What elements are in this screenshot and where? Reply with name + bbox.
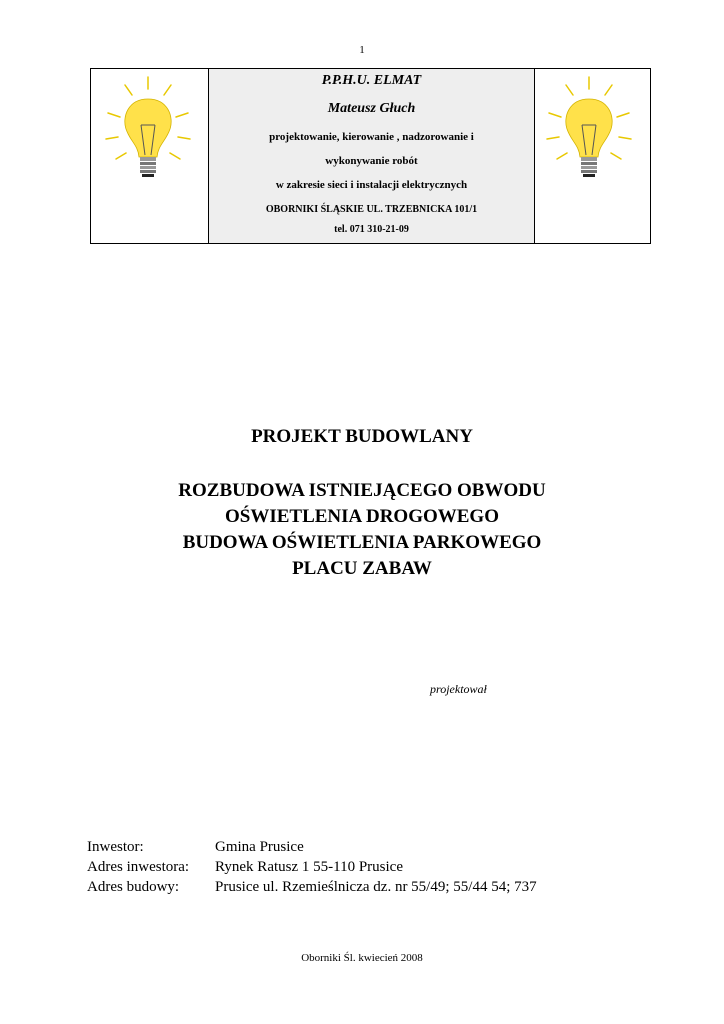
site-address-label: Adres budowy: <box>87 879 180 895</box>
investor-label: Inwestor: <box>87 839 144 855</box>
title-line: ROZBUDOWA ISTNIEJĄCEGO OBWODU <box>178 480 546 501</box>
investor-address-value: Rynek Ratusz 1 55-110 Prusice <box>215 859 403 875</box>
page-number: 1 <box>359 44 365 56</box>
investor-value: Gmina Prusice <box>215 839 304 855</box>
letterhead-text <box>208 69 535 243</box>
document-type: PROJEKT BUDOWLANY <box>251 426 473 447</box>
investor-address-row <box>87 857 537 877</box>
site-address-row <box>87 877 537 897</box>
site-address-value: Prusice ul. Rzemieślnicza dz. nr 55/49; 55/44 54; 737 <box>215 879 537 895</box>
company-name: P.P.H.U. ELMAT <box>321 73 422 88</box>
company-phone: tel. 071 310-21-09 <box>334 224 409 235</box>
investor-row <box>87 837 537 857</box>
services-line-2: wykonywanie robót <box>325 155 418 167</box>
services-line-1: projektowanie, kierowanie , nadzorowanie i <box>269 131 474 143</box>
project-info <box>87 837 537 897</box>
place-and-date: Oborniki Śl. kwiecień 2008 <box>301 952 423 964</box>
title-line: OŚWIETLENIA DROGOWEGO <box>225 506 499 527</box>
services-line-3: w zakresie sieci i instalacji elektrycznych <box>275 179 468 191</box>
letterhead <box>90 68 651 244</box>
company-address: OBORNIKI ŚLĄSKIE UL. TRZEBNICKA 101/1 <box>265 204 478 215</box>
title-line: PLACU ZABAW <box>292 558 432 579</box>
designed-by-label: projektował <box>430 682 487 696</box>
project-title <box>0 478 724 582</box>
title-line: BUDOWA OŚWIETLENIA PARKOWEGO <box>182 532 542 553</box>
investor-address-label: Adres inwestora: <box>87 859 190 875</box>
light-bulb-icon <box>98 73 198 203</box>
person-name: Mateusz Głuch <box>327 101 416 116</box>
light-bulb-icon <box>539 73 639 203</box>
